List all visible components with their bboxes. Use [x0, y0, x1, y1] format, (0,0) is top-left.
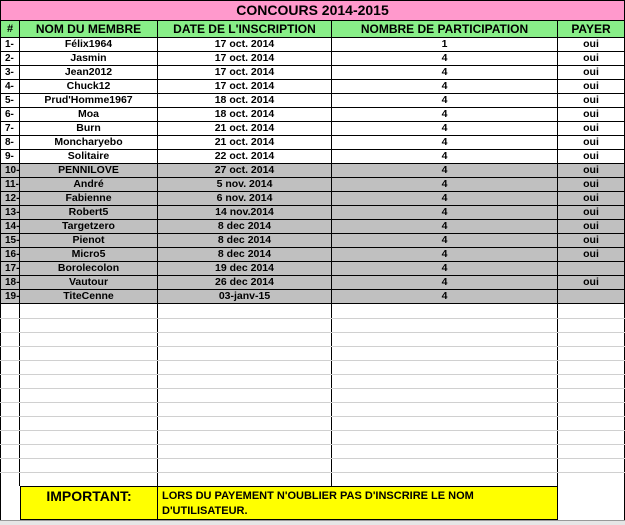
- participation-count-cell[interactable]: 4: [332, 122, 558, 136]
- registration-date-cell[interactable]: 18 oct. 2014: [158, 94, 332, 108]
- row-number-cell[interactable]: 4-: [0, 80, 20, 94]
- important-label[interactable]: IMPORTANT:: [20, 486, 158, 520]
- member-name-cell[interactable]: Burn: [20, 122, 158, 136]
- registration-date-cell[interactable]: 6 nov. 2014: [158, 192, 332, 206]
- paid-status-cell[interactable]: [558, 262, 625, 276]
- member-name-cell[interactable]: TiteCenne: [20, 290, 158, 304]
- member-name-cell[interactable]: Félix1964: [20, 38, 158, 52]
- row-number-cell[interactable]: 1-: [0, 38, 20, 52]
- row-number-cell[interactable]: 8-: [0, 136, 20, 150]
- table-row: [0, 122, 625, 136]
- member-name-cell[interactable]: Targetzero: [20, 220, 158, 234]
- paid-status-cell[interactable]: oui: [558, 276, 625, 290]
- paid-status-cell[interactable]: oui: [558, 66, 625, 80]
- paid-status-cell[interactable]: oui: [558, 220, 625, 234]
- member-name-cell[interactable]: PENNILOVE: [20, 164, 158, 178]
- table-row: [0, 220, 625, 234]
- important-message[interactable]: LORS DU PAYEMENT N'OUBLIER PAS D'INSCRIRE LE NOM D'UTILISATEUR.: [158, 486, 558, 520]
- row-number-cell[interactable]: 5-: [0, 94, 20, 108]
- registration-date-cell[interactable]: 8 dec 2014: [158, 248, 332, 262]
- participation-count-cell[interactable]: 4: [332, 234, 558, 248]
- registration-date-cell[interactable]: 8 dec 2014: [158, 220, 332, 234]
- table-row: [0, 290, 625, 304]
- paid-status-cell[interactable]: oui: [558, 108, 625, 122]
- table-row: [0, 164, 625, 178]
- paid-status-cell[interactable]: oui: [558, 150, 625, 164]
- registration-date-cell[interactable]: 17 oct. 2014: [158, 52, 332, 66]
- participation-count-cell[interactable]: 4: [332, 206, 558, 220]
- participation-count-cell[interactable]: 4: [332, 52, 558, 66]
- table-row: [0, 150, 625, 164]
- table-row: [0, 206, 625, 220]
- member-name-cell[interactable]: Micro5: [20, 248, 158, 262]
- member-name-cell[interactable]: Robert5: [20, 206, 158, 220]
- participation-count-cell[interactable]: 4: [332, 94, 558, 108]
- header-registration-date[interactable]: DATE DE L'INSCRIPTION: [158, 21, 332, 38]
- participation-count-cell[interactable]: 4: [332, 108, 558, 122]
- paid-status-cell[interactable]: oui: [558, 94, 625, 108]
- registration-date-cell[interactable]: 19 dec 2014: [158, 262, 332, 276]
- participation-count-cell[interactable]: 4: [332, 66, 558, 80]
- participation-count-cell[interactable]: 1: [332, 38, 558, 52]
- registration-date-cell[interactable]: 17 oct. 2014: [158, 66, 332, 80]
- row-number-cell[interactable]: 17-: [0, 262, 20, 276]
- participation-count-cell[interactable]: 4: [332, 150, 558, 164]
- registration-date-cell[interactable]: 14 nov.2014: [158, 206, 332, 220]
- registration-date-cell[interactable]: 5 nov. 2014: [158, 178, 332, 192]
- table-row: [0, 178, 625, 192]
- participation-count-cell[interactable]: 4: [332, 262, 558, 276]
- member-name-cell[interactable]: Vautour: [20, 276, 158, 290]
- row-number-cell[interactable]: 12-: [0, 192, 20, 206]
- footer-blank-cell-right[interactable]: [558, 486, 625, 520]
- participation-count-cell[interactable]: 4: [332, 290, 558, 304]
- paid-status-cell[interactable]: oui: [558, 52, 625, 66]
- registration-date-cell[interactable]: 03-janv-15: [158, 290, 332, 304]
- registration-date-cell[interactable]: 26 dec 2014: [158, 276, 332, 290]
- registration-date-cell[interactable]: 21 oct. 2014: [158, 122, 332, 136]
- participation-count-cell[interactable]: 4: [332, 164, 558, 178]
- row-number-cell[interactable]: 7-: [0, 122, 20, 136]
- paid-status-cell[interactable]: oui: [558, 206, 625, 220]
- table-row: [0, 80, 625, 94]
- table-row: [0, 108, 625, 122]
- table-row: [0, 136, 625, 150]
- registration-date-cell[interactable]: 18 oct. 2014: [158, 108, 332, 122]
- member-name-cell[interactable]: Pienot: [20, 234, 158, 248]
- member-name-cell[interactable]: Chuck12: [20, 80, 158, 94]
- table-row: [0, 94, 625, 108]
- header-member-name[interactable]: NOM DU MEMBRE: [20, 21, 158, 38]
- sheet-tab-strip: [0, 520, 625, 525]
- paid-status-cell[interactable]: oui: [558, 136, 625, 150]
- row-number-cell[interactable]: 9-: [0, 150, 20, 164]
- row-number-cell[interactable]: 18-: [0, 276, 20, 290]
- header-participation-count[interactable]: NOMBRE DE PARTICIPATION: [332, 21, 558, 38]
- paid-status-cell[interactable]: oui: [558, 38, 625, 52]
- registration-date-cell[interactable]: 8 dec 2014: [158, 234, 332, 248]
- member-name-cell[interactable]: Borolecolon: [20, 262, 158, 276]
- paid-status-cell[interactable]: oui: [558, 234, 625, 248]
- row-number-cell[interactable]: 10-: [0, 164, 20, 178]
- participation-count-cell[interactable]: 4: [332, 178, 558, 192]
- table-row: [0, 66, 625, 80]
- paid-status-cell[interactable]: oui: [558, 122, 625, 136]
- row-number-cell[interactable]: 13-: [0, 206, 20, 220]
- participation-count-cell[interactable]: 4: [332, 276, 558, 290]
- table-row: [0, 192, 625, 206]
- registration-date-cell[interactable]: 21 oct. 2014: [158, 136, 332, 150]
- row-number-cell[interactable]: 6-: [0, 108, 20, 122]
- member-name-cell[interactable]: Jean2012: [20, 66, 158, 80]
- header-paid[interactable]: PAYER: [558, 21, 625, 38]
- row-number-cell[interactable]: 16-: [0, 248, 20, 262]
- paid-status-cell[interactable]: [558, 290, 625, 304]
- participation-count-cell[interactable]: 4: [332, 248, 558, 262]
- row-number-cell[interactable]: 2-: [0, 52, 20, 66]
- sheet-title[interactable]: CONCOURS 2014-2015: [0, 0, 625, 21]
- participation-count-cell[interactable]: 4: [332, 220, 558, 234]
- table-row: [0, 52, 625, 66]
- member-name-cell[interactable]: André: [20, 178, 158, 192]
- member-name-cell[interactable]: Jasmin: [20, 52, 158, 66]
- registration-date-cell[interactable]: 27 oct. 2014: [158, 164, 332, 178]
- registration-date-cell[interactable]: 17 oct. 2014: [158, 38, 332, 52]
- paid-status-cell[interactable]: oui: [558, 164, 625, 178]
- row-number-cell[interactable]: 15-: [0, 234, 20, 248]
- paid-status-cell[interactable]: oui: [558, 192, 625, 206]
- table-row: [0, 276, 625, 290]
- participation-count-cell[interactable]: 4: [332, 192, 558, 206]
- table-row: [0, 262, 625, 276]
- member-name-cell[interactable]: Prud'Homme1967: [20, 94, 158, 108]
- member-name-cell[interactable]: Moa: [20, 108, 158, 122]
- member-name-cell[interactable]: Fabienne: [20, 192, 158, 206]
- member-name-cell[interactable]: Solitaire: [20, 150, 158, 164]
- registration-date-cell[interactable]: 22 oct. 2014: [158, 150, 332, 164]
- table-row: [0, 248, 625, 262]
- row-number-cell[interactable]: 3-: [0, 66, 20, 80]
- participation-count-cell[interactable]: 4: [332, 80, 558, 94]
- header-number[interactable]: #: [0, 21, 20, 38]
- row-number-cell[interactable]: 14-: [0, 220, 20, 234]
- table-row: [0, 234, 625, 248]
- table-row: [0, 38, 625, 52]
- paid-status-cell[interactable]: oui: [558, 248, 625, 262]
- row-number-cell[interactable]: 11-: [0, 178, 20, 192]
- row-number-cell[interactable]: 19-: [0, 290, 20, 304]
- paid-status-cell[interactable]: oui: [558, 80, 625, 94]
- empty-grid-area[interactable]: [0, 304, 625, 486]
- participation-count-cell[interactable]: 4: [332, 136, 558, 150]
- footer-blank-cell-left[interactable]: [0, 486, 20, 520]
- registration-date-cell[interactable]: 17 oct. 2014: [158, 80, 332, 94]
- member-name-cell[interactable]: Moncharyebo: [20, 136, 158, 150]
- paid-status-cell[interactable]: oui: [558, 178, 625, 192]
